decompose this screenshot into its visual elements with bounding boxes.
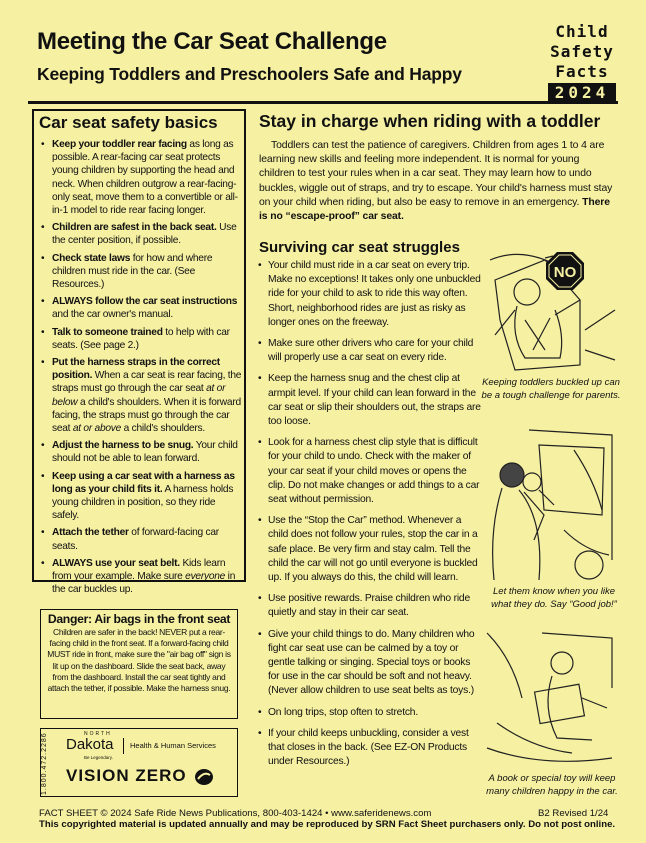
page-title: Meeting the Car Seat Challenge xyxy=(37,28,387,55)
item-text: a child's shoulders. When it is forward facing, the straps must go through the car seat xyxy=(52,396,241,435)
list-item xyxy=(38,439,242,465)
phone-number: 1.800.472.2286 xyxy=(41,732,48,795)
no-sign-label: NO xyxy=(553,264,577,281)
intro-text: Toddlers can test the patience of caregivers. Children from ages 1 to 4 are learning new skills and feeling more independent. It is normal for young children to test your rules when in a car seat. They may learn how to undo buckles, wiggle out of straps, and try to escape. Your child's harness must stay on your child when riding, but also be easy to remove in an emergency. xyxy=(259,140,613,208)
item-text: as long as possible. A rear-facing car seat protects young children by supporting the head and neck. When children outgrow a rear-facing-only seat, move them to a convertible or all-in-1 model to ride rear facing longer. xyxy=(52,139,238,217)
logo-divider xyxy=(123,738,124,754)
list-item xyxy=(38,470,242,523)
car-seat-basics-box xyxy=(32,109,246,596)
item-lead: Adjust the harness to be snug. xyxy=(52,440,194,452)
list-item xyxy=(38,295,242,321)
parent-hug-illustration xyxy=(484,420,619,588)
vision-zero-logo: VISION ZERO xyxy=(66,766,187,785)
caption-1: Keeping toddlers buckled up can be a tough challenge for parents. xyxy=(481,377,621,401)
revision-label: B2 Revised 1/24 xyxy=(538,808,609,819)
vision-zero-swirl-icon xyxy=(194,768,214,786)
item-lead: Check state laws xyxy=(52,252,131,264)
list-item: • On long trips, stop often to stretch. xyxy=(257,706,481,720)
item-lead: Keep your toddler rear facing xyxy=(52,139,187,150)
badge-line-safety: Safety xyxy=(550,42,614,61)
logo-hhs: Health & Human Services xyxy=(130,741,216,750)
badge-line-facts: Facts xyxy=(555,62,609,81)
child-reading-illustration xyxy=(482,628,620,770)
list-item xyxy=(38,557,242,597)
header-rule xyxy=(28,101,618,104)
item-lead: Talk to someone trained xyxy=(52,326,163,338)
item-text: a child's shoulders. xyxy=(121,423,205,435)
list-item: • Look for a harness chest clip style that is difficult for your child to undo. Check with the maker of your car seat if your child moves or opens the clip. Do not make changes or add things to a car seat without permission. xyxy=(257,436,481,507)
list-item: • Make sure other drivers who care for your child will properly use a car seat on every ride. xyxy=(257,337,481,365)
list-item: • Give your child things to do. Many children who fight car seat use can be calmed by a toy or gentle talking or singing. Special toys or books for use in the car should be soft and not heavy. (Never allow children to use seat belts as toys.) xyxy=(257,628,481,699)
danger-text: Children are safer in the back! NEVER put a rear-facing child in the front seat. If a forward-facing child MUST ride in front, make sure the "air bag off" sign is lit up on the dashboard. Slide the seat back, away from the dashboard. Install the car seat tightly and attach the tether, if possible. Make the harness snug. xyxy=(47,627,231,694)
badge-line-child: Child xyxy=(555,22,609,41)
item-text: A harness holds young children in position, so they ride safely. xyxy=(52,483,234,522)
page-subtitle: Keeping Toddlers and Preschoolers Safe and Happy xyxy=(37,64,462,84)
item-lead: Keep using a car seat with a harness as long as your child fits it. xyxy=(52,470,235,495)
basics-heading: Car seat safety basics xyxy=(39,113,218,132)
item-text: and the car owner's manual. xyxy=(52,309,173,321)
item-text: of forward-facing car seats. xyxy=(52,527,219,552)
list-item xyxy=(38,221,242,247)
list-item: • Keep the harness snug and the chest clip at armpit level. If your child can lean forward in the car seat or slip their shoulders out, the straps are too loose. xyxy=(257,372,481,429)
logo-dakota: Dakota xyxy=(66,736,114,753)
item-emphasis: at or below xyxy=(52,383,226,408)
list-item xyxy=(38,326,242,352)
danger-heading: Danger: Air bags in the front seat xyxy=(47,612,231,626)
list-item: • If your child keeps unbuckling, consider a vest that closes in the back. (See EZ-ON Products under Resources.) xyxy=(257,727,481,770)
item-text: Kids learn from your example. Make sure xyxy=(52,557,226,583)
logo-tagline: Be Legendary. xyxy=(84,755,113,760)
item-emphasis: everyone xyxy=(185,571,226,583)
item-lead: ALWAYS use your seat belt. xyxy=(52,557,180,569)
list-item xyxy=(38,356,242,435)
list-item xyxy=(38,526,242,552)
caption-2: Let them know when you like what they do. Say “Good job!” xyxy=(491,586,617,610)
item-text: Your child should not be able to lean forward. xyxy=(52,440,238,465)
item-lead: Put the harness straps in the correct position. xyxy=(52,357,220,382)
list-item: • Use positive rewards. Praise children who ride quietly and stay in their car seat. xyxy=(257,592,481,620)
item-text: in the car buckles up. xyxy=(52,571,236,596)
item-text: for how and where children must ride in the car. (See Resources.) xyxy=(52,252,213,291)
struggles-list xyxy=(257,259,481,777)
badge-year: 2024 xyxy=(548,83,616,103)
list-item: • Use the “Stop the Car” method. Whenever a child does not follow your rules, stop the car in a safe place. Be very firm and stay calm. Tell the child the car will not go until everyone is buckled up. If you always do this, the child will learn. xyxy=(257,514,481,585)
intro-bold: There is no “escape-proof” car seat. xyxy=(259,196,610,223)
item-emphasis: at or above xyxy=(72,423,122,435)
list-item xyxy=(38,252,242,292)
item-lead: Attach the tether xyxy=(52,527,129,539)
main-heading: Stay in charge when riding with a toddler xyxy=(259,111,601,131)
item-lead: Children are safest in the back seat. xyxy=(52,222,217,234)
item-lead: ALWAYS follow the car seat instructions xyxy=(52,296,238,308)
list-item: • Your child must ride in a car seat on every trip. Make no exceptions! It takes only one unbuckled ride for your child to ask to ride this way often. Short, neighborhood rides are just as risky as longer ones on the freeway. xyxy=(257,259,481,330)
caption-3: A book or special toy will keep many children happy in the car. xyxy=(486,773,618,797)
item-text: to help with car seats. (See page 2.) xyxy=(52,326,230,351)
struggles-heading: Surviving car seat struggles xyxy=(259,239,460,256)
air-bag-danger-box xyxy=(40,609,238,719)
item-text: Use the center position, if possible. xyxy=(52,222,237,247)
basics-list xyxy=(38,138,242,601)
child-safety-facts-badge xyxy=(548,22,616,103)
main-intro xyxy=(259,139,617,224)
list-item xyxy=(38,138,242,217)
toddler-car-seat-illustration xyxy=(485,240,620,375)
logo-north: NORTH xyxy=(84,731,112,737)
footer-line-1: FACT SHEET © 2024 Safe Ride News Publications, 800-403-1424 • www.saferidenews.com xyxy=(39,808,432,819)
item-text: When a car seat is rear facing, the straps must go through the car seat xyxy=(52,370,242,395)
footer-line-2: This copyrighted material is updated annually and may be reproduced by SRN Fact Sheet purchasers only. Do not post online. xyxy=(39,819,616,830)
